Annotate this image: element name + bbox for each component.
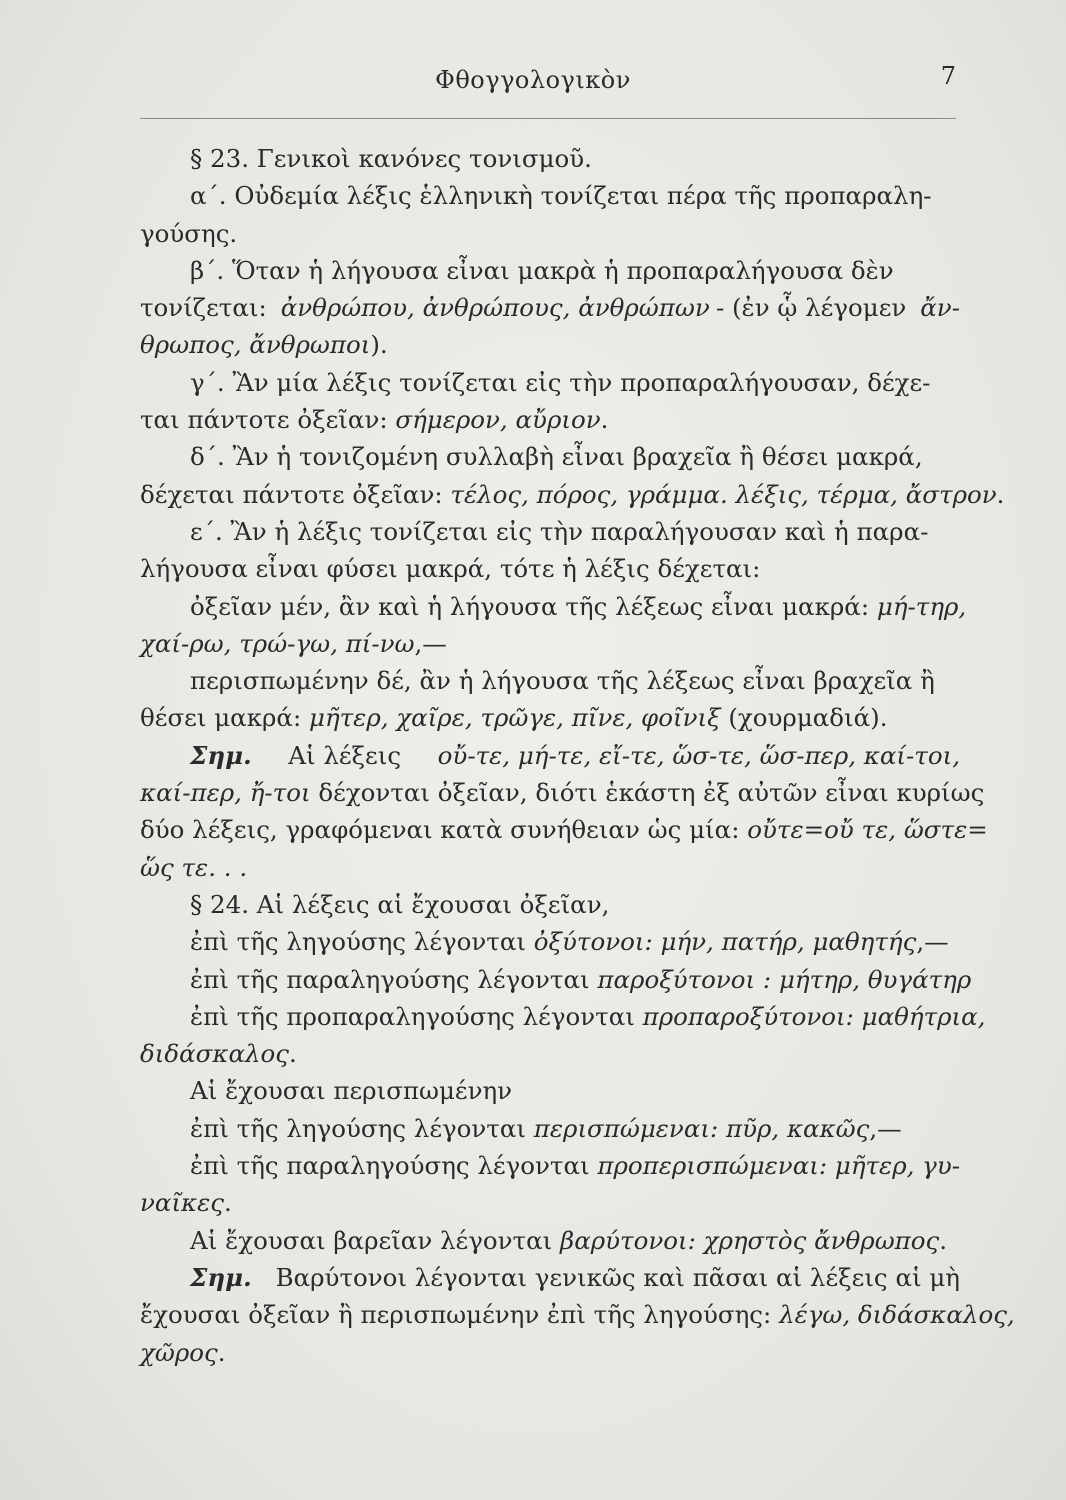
text-run: δέχονται ὀξεῖαν, διότι ἑκάστη ἐξ αὐτῶν εἶναι κυρίως	[310, 778, 985, 808]
text-run: ἐπὶ τῆς ληγούσης λέγονται	[190, 927, 534, 957]
text-run: ,—	[916, 927, 949, 957]
text-run: θρωπος, ἄνθρωποι	[140, 330, 371, 360]
text-run: β΄. Ὅταν ἡ λήγουσα εἶναι μακρὰ ἡ προπαραλήγουσα δὲν	[190, 255, 894, 285]
text-run: περισπώμεναι: πῦρ, κακῶς	[533, 1113, 870, 1143]
text-line	[140, 513, 960, 550]
text-run: λέγω, διδάσκαλος,	[779, 1300, 1015, 1330]
text-run: ,—	[869, 1113, 902, 1143]
text-run: σήμερον, αὔριον	[395, 405, 601, 435]
text-line	[140, 886, 960, 923]
text-run: (χουρμαδιά).	[720, 703, 888, 733]
text-run: γούσης.	[140, 218, 238, 248]
text-run: ἐπὶ τῆς παραληγούσης λέγονται	[190, 964, 598, 994]
text-run: .	[217, 1337, 226, 1367]
text-run: μῆτερ, χαῖρε, τρῶγε, πῖνε, φοῖνιξ	[309, 703, 721, 733]
text-run: .	[600, 405, 609, 435]
text-run: Βαρύτονοι λέγονται γενικῶς καὶ πᾶσαι αἱ λέξεις αἱ μὴ	[267, 1262, 960, 1292]
text-line	[140, 923, 960, 960]
text-run: βαρύτονοι: χρηστὸς ἄνθρωπος	[560, 1225, 940, 1255]
text-run: οὔτε=οὔ τε, ὥστε=	[747, 815, 988, 845]
text-run: Αἱ ἔχουσαι περισπωμένην	[190, 1076, 513, 1106]
text-run: περισπωμένην δέ, ἂν ἡ λήγουσα τῆς λέξεως εἶναι βραχεῖα ἢ	[190, 666, 935, 696]
text-run: .	[939, 1225, 948, 1255]
text-run: καί-περ, ἤ-τοι	[140, 778, 311, 808]
text-line	[140, 550, 960, 587]
text-run: ἐπὶ τῆς προπαραληγούσης λέγονται	[190, 1001, 643, 1031]
text-line	[140, 1334, 960, 1371]
text-run: τέλος, πόρος, γράμμα. λέξις, τέρμα, ἄστρον	[450, 479, 997, 509]
text-line	[140, 326, 960, 363]
text-run: προπαροξύτονοι: μαθήτρια,	[642, 1001, 986, 1031]
text-line	[140, 438, 960, 475]
text-run: .	[996, 479, 1005, 509]
text-run: Σημ.	[190, 1262, 252, 1292]
text-line	[140, 1110, 960, 1147]
text-line	[140, 140, 960, 177]
text-run: .	[223, 1188, 232, 1218]
text-run: Σημ.	[190, 740, 252, 770]
text-run: - (ἐν ᾧ λέγομεν	[715, 293, 915, 323]
text-run: μή-τηρ,	[876, 591, 967, 621]
text-run: παροξύτονοι : μήτηρ, θυγάτηρ	[597, 964, 972, 994]
text-run: προπερισπώμεναι: μῆτερ, γυ-	[597, 1151, 960, 1181]
text-run: δ΄. Ἂν ἡ τονιζομένη συλλαβὴ εἶναι βραχεῖα ἢ θέσει μακρά,	[190, 442, 923, 472]
text-run: ἄν-	[920, 293, 960, 323]
page-number: 7	[940, 62, 956, 90]
text-run: Αἱ ἔχουσαι βαρεῖαν λέγονται	[190, 1225, 561, 1255]
text-line	[140, 699, 960, 736]
text-run: χαί-ρω, τρώ-γω, πί-νω	[140, 628, 415, 658]
text-line	[140, 1035, 960, 1072]
text-run: § 24. Αἱ λέξεις αἱ ἔχουσαι ὀξεῖαν,	[190, 889, 610, 919]
text-line	[140, 1296, 1015, 1333]
text-line	[140, 476, 1005, 513]
text-run: ἔχουσαι ὀξεῖαν ἢ περισπωμένην ἐπὶ τῆς ληγούσης:	[140, 1300, 780, 1330]
text-line	[140, 1147, 960, 1184]
text-line	[140, 215, 960, 252]
text-line	[140, 774, 985, 811]
text-run: ται πάντοτε ὀξεῖαν:	[140, 405, 396, 435]
text-run: α΄. Οὐδεμία λέξις ἑλληνικὴ τονίζεται πέρα τῆς προπαραλη-	[190, 181, 932, 211]
text-line	[140, 252, 960, 289]
text-run: ἐπὶ τῆς ληγούσης λέγονται	[190, 1113, 534, 1143]
text-line	[140, 1222, 960, 1259]
text-run: δύο λέξεις, γραφόμεναι κατὰ συνήθειαν ὡς μία:	[140, 815, 748, 845]
text-line	[140, 177, 960, 214]
page-header	[0, 62, 1066, 102]
text-line	[140, 662, 960, 699]
text-run: § 23. Γενικοὶ κανόνες τονισμοῦ.	[190, 144, 592, 173]
text-run: ὀξεῖαν μέν, ἂν καὶ ἡ λήγουσα τῆς λέξεως εἶναι μακρά:	[190, 591, 877, 621]
text-line	[140, 849, 960, 886]
text-run: ὀξύτονοι: μήν, πατήρ, μαθητής	[533, 927, 917, 957]
text-run: ἀνθρώπου, ἀνθρώπους, ἀνθρώπων	[280, 293, 710, 323]
text-run: λήγουσα εἶναι φύσει μακρά, τότε ἡ λέξις δέχεται:	[140, 554, 761, 584]
text-run: γ΄. Ἂν μία λέξις τονίζεται εἰς τὴν προπαραλήγουσαν, δέχε-	[190, 367, 931, 397]
text-line	[140, 1184, 960, 1221]
text-run: θέσει μακρά:	[140, 703, 310, 733]
running-title: Φθογγολογικὸν	[435, 66, 631, 94]
header-rule	[140, 118, 956, 119]
text-run: τονίζεται:	[140, 293, 275, 323]
text-run: χῶρος	[140, 1337, 218, 1367]
text-line	[140, 1259, 960, 1296]
text-run: ,—	[414, 628, 447, 658]
text-line	[140, 401, 960, 438]
text-run: διδάσκαλος	[140, 1039, 289, 1069]
body-text	[140, 140, 1015, 1371]
text-line	[140, 961, 972, 998]
text-run: ).	[370, 330, 388, 360]
text-line	[140, 737, 960, 774]
text-line	[140, 1072, 960, 1109]
text-line	[140, 364, 960, 401]
text-line	[140, 588, 967, 625]
text-run: οὔ-τε, μή-τε, εἴ-τε, ὥσ-τε, ὥσ-περ, καί-τοι,	[437, 740, 960, 770]
text-line	[140, 289, 960, 326]
text-line	[140, 625, 960, 662]
text-run: ε΄. Ἂν ἡ λέξις τονίζεται εἰς τὴν παραλήγουσαν καὶ ἡ παρα-	[190, 516, 929, 546]
text-line	[140, 998, 986, 1035]
text-line	[140, 811, 988, 848]
text-run: δέχεται πάντοτε ὀξεῖαν:	[140, 479, 451, 509]
text-run: ἐπὶ τῆς παραληγούσης λέγονται	[190, 1151, 598, 1181]
text-run: ναῖκες	[140, 1188, 224, 1218]
text-run: ὥς τε. . .	[140, 852, 248, 882]
text-run: .	[289, 1039, 297, 1069]
text-run: Αἱ λέξεις	[280, 740, 409, 770]
